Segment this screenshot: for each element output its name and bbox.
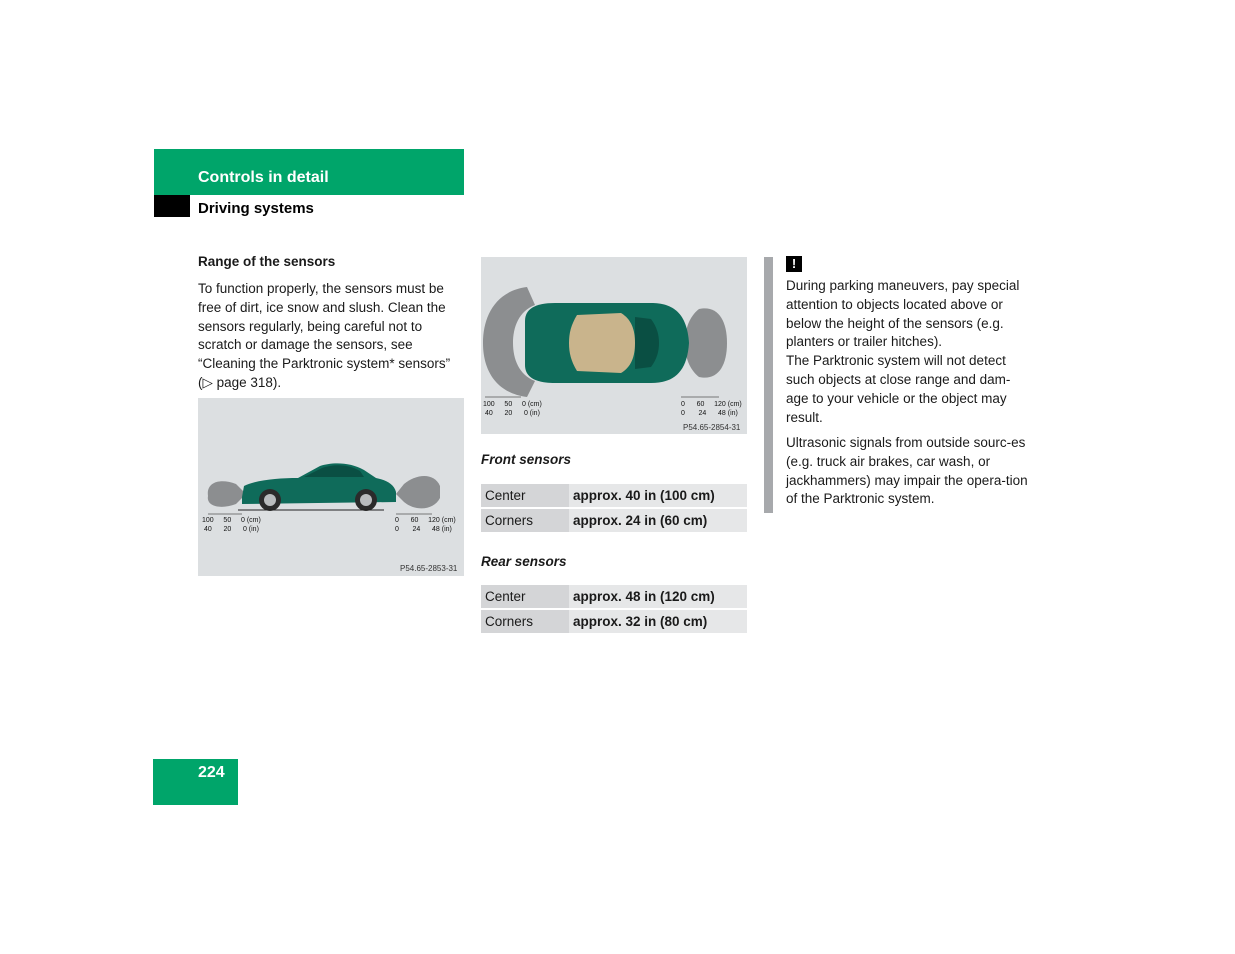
side-rear-in-scale: 40 20 0 (in) — [204, 526, 259, 533]
page-number-box — [153, 759, 238, 805]
side-rear-cm-scale: 100 50 0 (cm) — [202, 517, 261, 524]
note-text-1: During parking maneuvers, pay special attention to objects located above or below the height of the sensors (e.g. planters or trailer hitches). The Parktronic system will not detect such objects at close range and dam-age to your vehicle or the object may result. — [786, 278, 1020, 425]
range-heading: Range of the sensors — [198, 254, 336, 269]
front-sensors-caption: Front sensors — [481, 452, 572, 467]
row-label: Center — [481, 484, 569, 507]
table-row — [481, 484, 747, 507]
row-value: approx. 32 in (80 cm) — [569, 610, 747, 633]
subsection-marker — [154, 195, 190, 217]
section-title: Controls in detail — [198, 169, 329, 186]
side-front-in-scale: 0 24 48 (in) — [395, 526, 452, 533]
row-value: approx. 40 in (100 cm) — [569, 484, 747, 507]
rear-sensors-caption: Rear sensors — [481, 554, 567, 569]
row-label: Center — [481, 585, 569, 608]
side-view-illustration — [198, 398, 464, 576]
row-value: approx. 48 in (120 cm) — [569, 585, 747, 608]
side-front-cm-scale: 0 60 120 (cm) — [395, 517, 456, 524]
top-figure-code: P54.65-2854-31 — [683, 423, 741, 432]
front-detection-zone — [396, 476, 440, 508]
rear-sensors-table — [481, 583, 747, 635]
front-sensors-table — [481, 482, 747, 534]
table-row — [481, 585, 747, 608]
range-paragraph: To function properly, the sensors must be free of dirt, ice snow and slush. Clean the sensors regularly, being careful not to scratch or damage the sensors, see “Cleaning the Parktronic system* sensors” (▷ page 318). — [198, 281, 451, 390]
row-label: Corners — [481, 610, 569, 633]
top-front-cm-scale: 0 60 120 (cm) — [681, 401, 742, 408]
table-row — [481, 509, 747, 532]
top-rear-cm-scale: 100 50 0 (cm) — [483, 401, 542, 408]
top-rear-in-scale: 40 20 0 (in) — [485, 410, 540, 417]
warning-icon: ! — [786, 256, 802, 272]
subsection-title: Driving systems — [198, 200, 314, 217]
note-text-2: Ultrasonic signals from outside sourc-es (e.g. truck air brakes, car wash, or jackhammers) may impair the opera-tion of the Parktronic system. — [786, 435, 1028, 507]
row-value: approx. 24 in (60 cm) — [569, 509, 747, 532]
side-figure-code: P54.65-2853-31 — [400, 564, 458, 573]
table-row — [481, 610, 747, 633]
page-number: 224 — [198, 764, 225, 781]
side-view-sensor-figure — [198, 398, 464, 576]
car-interior — [569, 313, 635, 373]
note-sidebar — [764, 257, 773, 513]
front-detection-zone — [685, 308, 727, 377]
top-front-in-scale: 0 24 48 (in) — [681, 410, 738, 417]
rear-detection-zone — [208, 481, 246, 507]
row-label: Corners — [481, 509, 569, 532]
top-view-sensor-figure — [481, 257, 747, 434]
